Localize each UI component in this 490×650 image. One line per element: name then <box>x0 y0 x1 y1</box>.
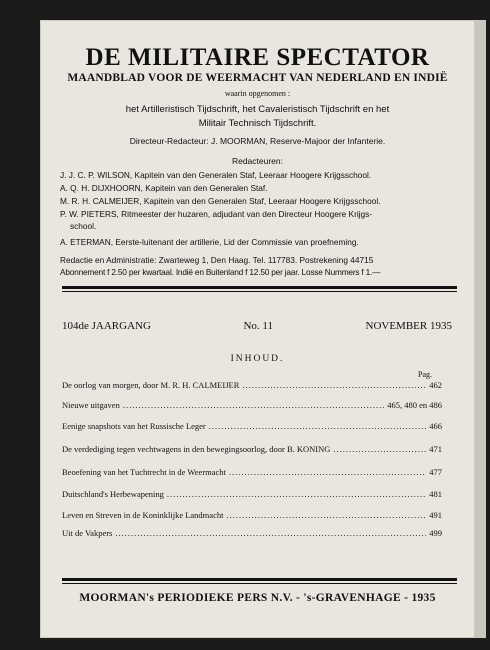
toc-entry-page: 462 <box>429 380 442 390</box>
toc-entry-title: De oorlog van morgen, door M. R. H. CALMEIJER <box>62 380 240 390</box>
editor-line: P. W. PIETERS, Ritmeester der huzaren, adjudant van den Directeur Hoogere Krijgs- <box>60 209 373 219</box>
toc-entry[interactable] <box>62 380 442 390</box>
issue-line <box>62 320 452 332</box>
divider-top-thin <box>62 291 457 292</box>
toc-entry-title: Eenige snapshots van het Russische Leger <box>62 421 206 431</box>
toc-entry-page: 477 <box>429 467 442 477</box>
journal-subtitle: MAANDBLAD VOOR DE WEERMACHT VAN NEDERLAND EN INDIË <box>67 72 448 84</box>
toc-entry[interactable] <box>62 400 442 410</box>
divider-bottom-thin <box>62 583 457 584</box>
toc-entry-page: 499 <box>429 528 442 538</box>
toc-entry[interactable] <box>62 467 442 477</box>
toc-entry-title: Uit de Vakpers <box>62 528 113 538</box>
divider-top <box>62 286 457 289</box>
toc-entry-page: 481 <box>429 489 442 499</box>
toc-entry-page: 491 <box>429 510 442 520</box>
toc-entry[interactable] <box>62 528 442 538</box>
divider-bottom <box>62 578 457 581</box>
issue-volume: 104de JAARGANG <box>62 320 151 332</box>
toc-heading: INHOUD. <box>230 354 285 364</box>
journal-title: DE MILITAIRE SPECTATOR <box>85 44 430 71</box>
toc-entry-title: De verdediging tegen vechtwagens in den bewegingsoorlog, door B. KONING <box>62 444 331 454</box>
toc-entry-page: 465, 480 en 486 <box>387 400 442 410</box>
incorporated-line-1: het Artilleristisch Tijdschrift, het Cavaleristisch Tijdschrift en het <box>125 104 390 115</box>
toc-entry-page: 466 <box>429 421 442 431</box>
incorporated-line-2: Militair Technisch Tijdschrift. <box>198 118 317 129</box>
incorporated-intro: waarin opgenomen : <box>224 89 291 98</box>
director-line: Directeur-Redacteur: J. MOORMAN, Reserve-Majoor der Infanterie. <box>129 136 386 146</box>
issue-number: No. 11 <box>243 320 273 332</box>
publisher-line: MOORMAN's PERIODIEKE PERS N.V. - 's-GRAVENHAGE - 1935 <box>79 592 436 604</box>
document-page <box>40 20 475 638</box>
toc-entry-title: Duitschland's Herbewapening <box>62 489 164 499</box>
toc-entry-title: Beoefening van het Tuchtrecht in de Weermacht <box>62 467 226 477</box>
toc-entry[interactable] <box>62 421 442 431</box>
editors-heading: Redacteuren: <box>231 156 284 166</box>
toc-entry[interactable] <box>62 510 442 520</box>
toc-entry[interactable] <box>62 444 442 454</box>
toc-entry-page: 471 <box>429 444 442 454</box>
editor-line: A. Q. H. DIJXHOORN, Kapitein van den Generalen Staf. <box>60 183 268 193</box>
toc-entry[interactable] <box>62 489 442 499</box>
page-edge <box>474 20 486 638</box>
editor-line: school. <box>70 221 97 231</box>
subscription-prices: Abonnement f 2.50 per kwartaal. Indië en Buitenland f 12.50 per jaar. Losse Nummers f 1.— <box>60 267 381 277</box>
editor-line: A. ETERMAN, Eerste-luitenant der artillerie, Lid der Commissie van proefneming. <box>60 237 359 247</box>
editor-line: M. R. H. CALMEIJER, Kapitein van den Generalen Staf, Leeraar Hoogere Krijgsschool. <box>60 196 381 206</box>
admin-address: Redactie en Administratie: Zwarteweg 1, Den Haag. Tel. 117783. Postrekening 44715 <box>60 255 374 265</box>
issue-date: NOVEMBER 1935 <box>365 320 452 332</box>
editor-line: J. J. C. P. WILSON, Kapitein van den Generalen Staf, Leeraar Hoogere Krijgsschool. <box>60 170 372 180</box>
toc-entry-title: Leven en Streven in de Koninklijke Landmacht <box>62 510 224 520</box>
toc-page-label: Pag. <box>418 370 432 379</box>
toc-entry-title: Nieuwe uitgaven <box>62 400 120 410</box>
